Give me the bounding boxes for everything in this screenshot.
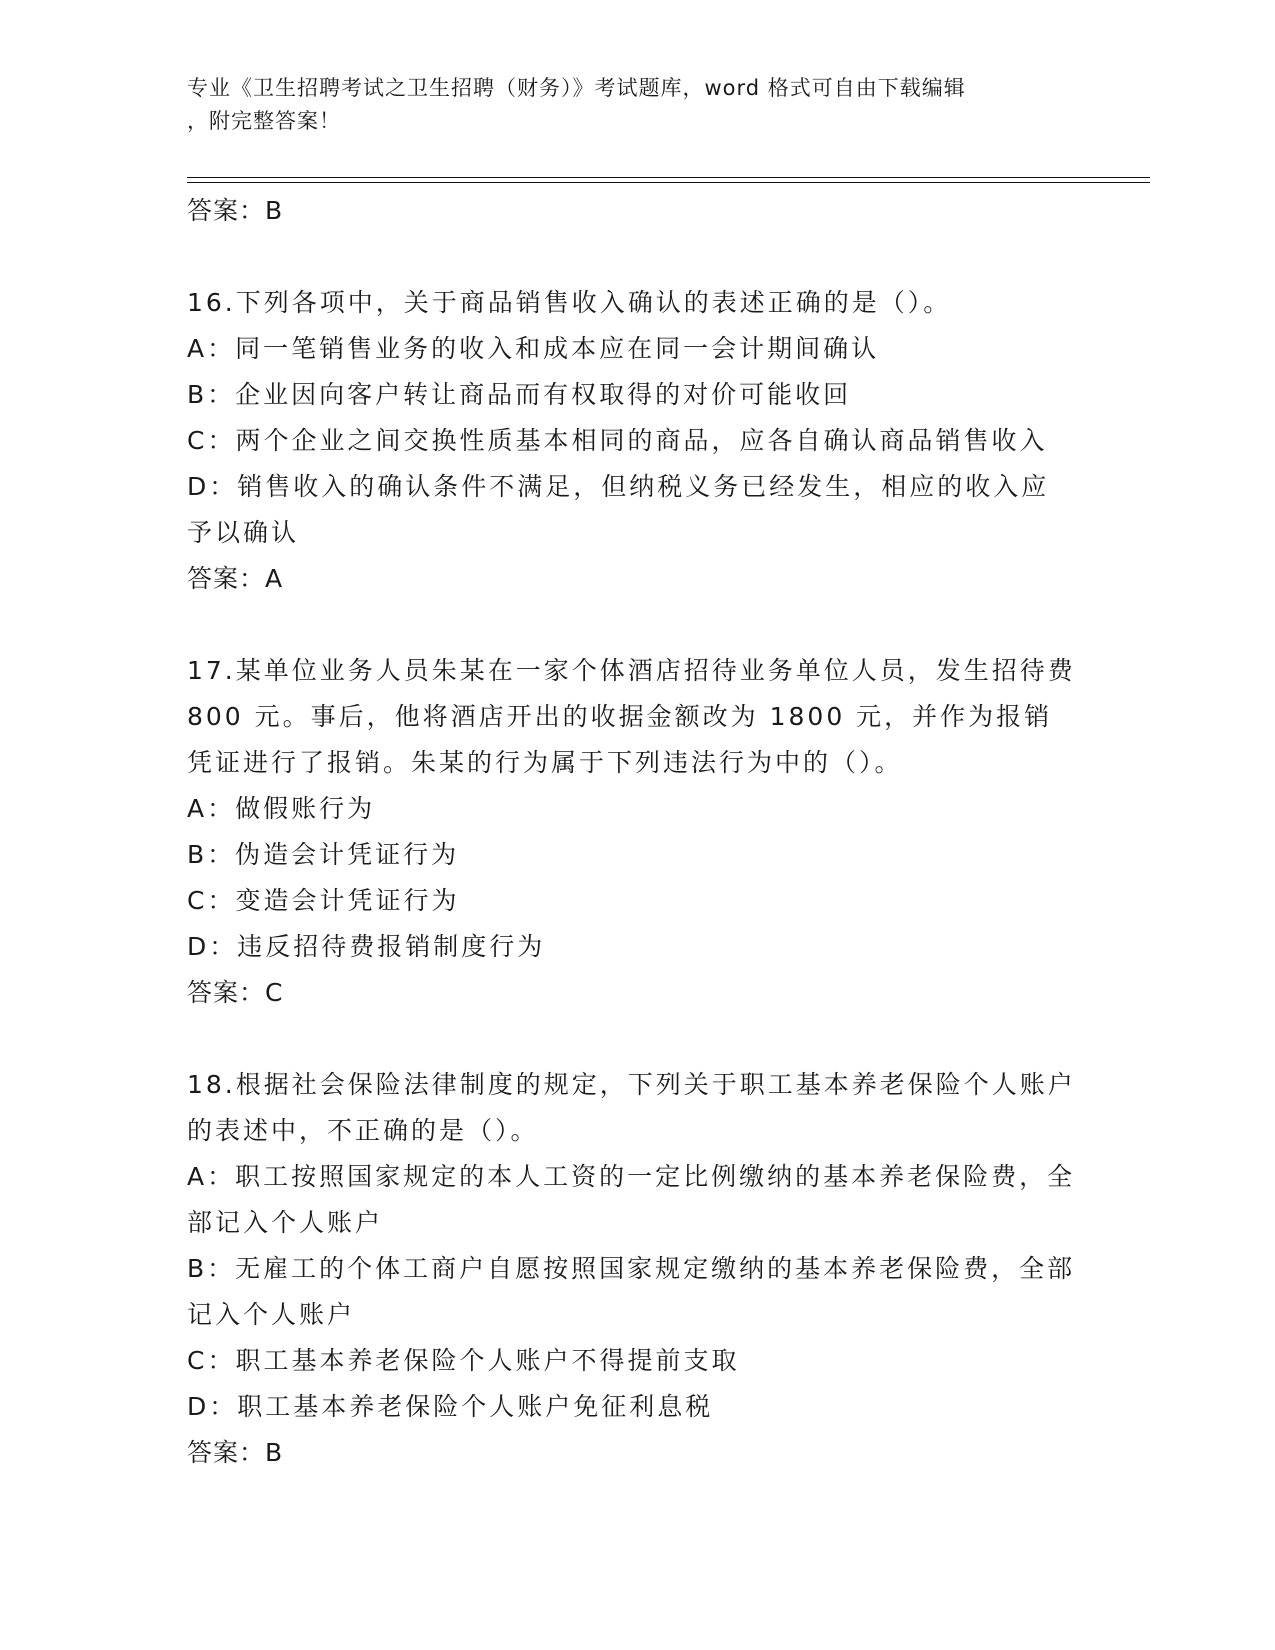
question-18 [187, 1062, 1077, 1476]
question-16-option-a: A：同一笔销售业务的收入和成本应在同一会计期间确认 [187, 334, 880, 363]
question-16-option-c: C：两个企业之间交换性质基本相同的商品，应各自确认商品销售收入 [187, 426, 1048, 455]
question-17-stem: 17.某单位业务人员朱某在一家个体酒店招待业务单位人员，发生招待费 800 元。事后，他将酒店开出的收据金额改为 1800 元，并作为报销凭证进行了报销。朱某的行为属于下列违法行为中的（）。 [187, 656, 1076, 777]
question-17-option-b: B：伪造会计凭证行为 [187, 840, 460, 869]
question-17-answer: 答案：C [187, 978, 284, 1007]
question-16-stem: 16.下列各项中，关于商品销售收入确认的表述正确的是（）。 [187, 288, 952, 317]
question-18-option-d: D：职工基本养老保险个人账户免征利息税 [187, 1392, 714, 1421]
document-body [187, 188, 1077, 1476]
question-18-stem: 18.根据社会保险法律制度的规定，下列关于职工基本养老保险个人账户的表述中，不正确的是（）。 [187, 1070, 1076, 1145]
question-16 [187, 280, 1077, 602]
question-16-option-b: B：企业因向客户转让商品而有权取得的对价可能收回 [187, 380, 852, 409]
question-16-option-d: D：销售收入的确认条件不满足，但纳税义务已经发生，相应的收入应予以确认 [187, 472, 1050, 547]
question-17 [187, 648, 1077, 1016]
question-17-option-d: D：违反招待费报销制度行为 [187, 932, 546, 961]
header-rule-top [187, 177, 1150, 178]
previous-answer: 答案：B [187, 196, 284, 225]
question-17-option-c: C：变造会计凭证行为 [187, 886, 460, 915]
header-line-1: 专业《卫生招聘考试之卫生招聘（财务）》考试题库，word 格式可自由下载编辑 [187, 76, 966, 100]
question-18-option-c: C：职工基本养老保险个人账户不得提前支取 [187, 1346, 740, 1375]
question-18-answer: 答案：B [187, 1438, 284, 1467]
question-17-option-a: A：做假账行为 [187, 794, 376, 823]
document-header [187, 72, 1067, 138]
question-16-answer: 答案：A [187, 564, 284, 593]
header-line-2: ，附完整答案！ [187, 109, 341, 133]
header-rule-bottom [187, 182, 1150, 183]
question-18-option-b: B：无雇工的个体工商户自愿按照国家规定缴纳的基本养老保险费，全部记入个人账户 [187, 1254, 1076, 1329]
question-18-option-a: A：职工按照国家规定的本人工资的一定比例缴纳的基本养老保险费，全部记入个人账户 [187, 1162, 1076, 1237]
